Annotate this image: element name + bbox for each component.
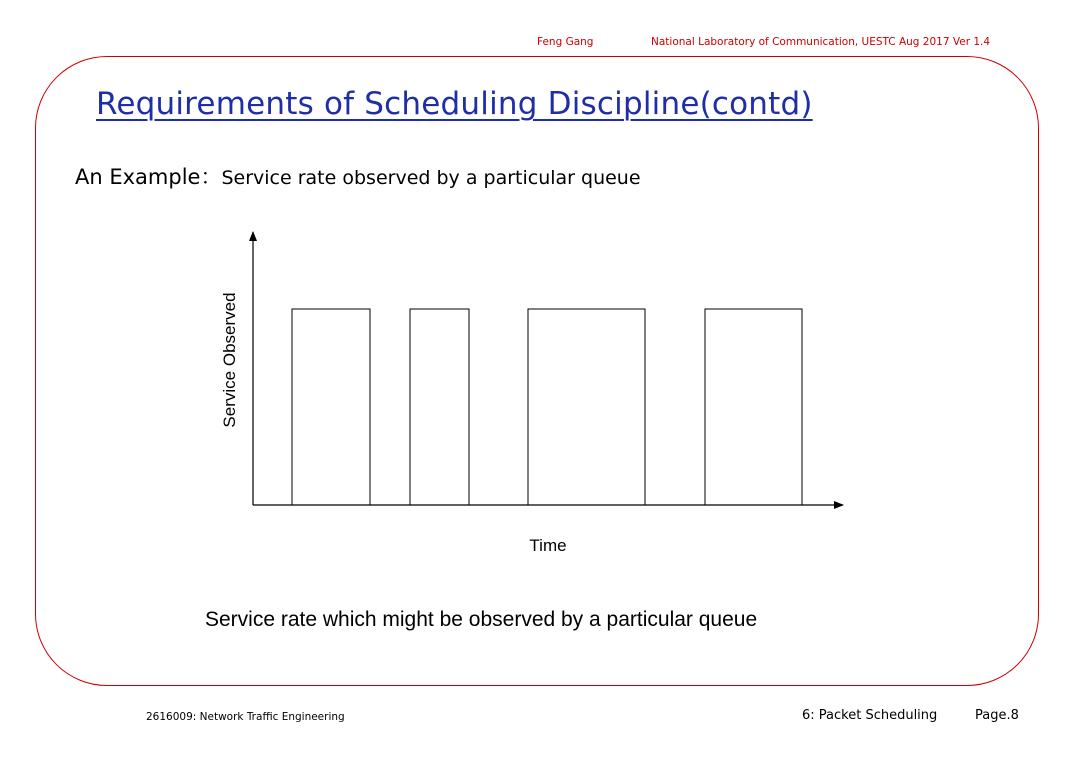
service-pulse-2 xyxy=(410,309,469,505)
example-label: An Example： xyxy=(75,165,222,189)
y-axis-label: Service Observed xyxy=(220,292,239,428)
service-pulse-3 xyxy=(528,309,645,505)
footer-page-number: Page.8 xyxy=(975,708,1019,723)
footer-chapter: 6: Packet Scheduling xyxy=(802,708,938,723)
header-lab: National Laboratory of Communication, UESTC Aug 2017 Ver 1.4 xyxy=(651,36,991,48)
footer-course: 2616009: Network Traffic Engineering xyxy=(146,711,345,723)
example-description: Service rate observed by a particular queue xyxy=(221,167,641,189)
diagram-caption: Service rate which might be observed by a particular queue xyxy=(205,608,758,631)
service-pulse-1 xyxy=(292,309,370,505)
service-pulse-4 xyxy=(705,309,802,505)
header-author: Feng Gang xyxy=(537,36,594,48)
x-axis-label: Time xyxy=(529,536,567,555)
slide-title: Requirements of Scheduling Discipline(contd) xyxy=(96,86,813,122)
